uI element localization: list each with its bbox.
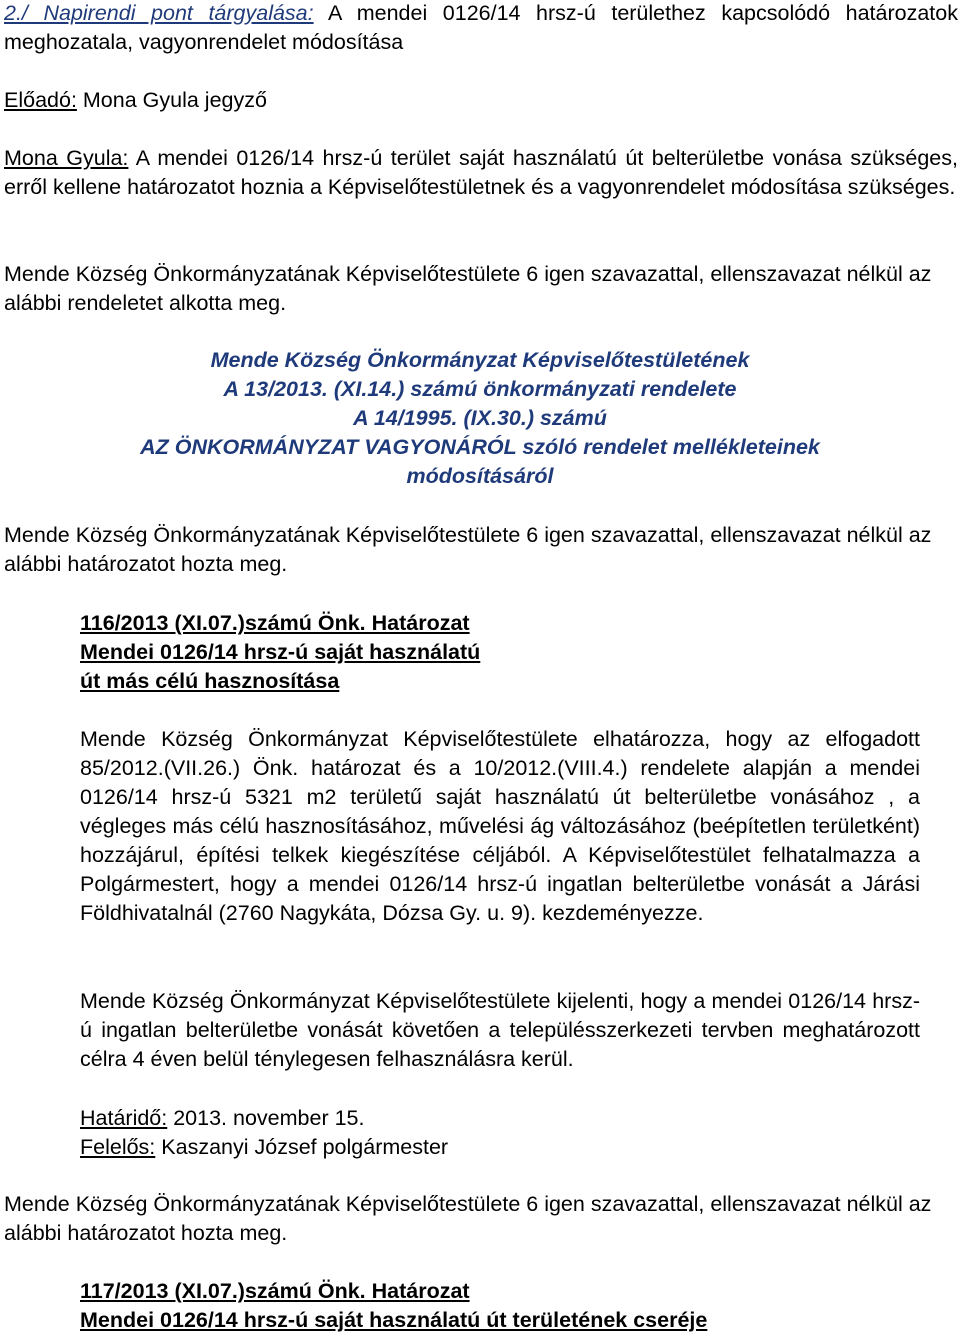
speaker-label: Mona Gyula: [4, 146, 129, 170]
agenda-text: A mendei 0126/14 hrsz-ú területhez kapcsolódó határozatok meghozatala, vagyonrendelet módosítása [4, 1, 958, 54]
ordinance-line-3: A 14/1995. (IX.30.) számú [353, 406, 607, 430]
speech-text: A mendei 0126/14 hrsz-ú terület saját használatú út belterületbe vonása szükséges, erről kellene határozatot hoznia a Képviselőtestületnek és a vagyonrendelet módosítása szükséges. [4, 146, 958, 199]
deadline-line [80, 1104, 448, 1133]
resolution-117-heading [80, 1277, 707, 1335]
ordinance-line-2: A 13/2013. (XI.14.) számú önkormányzati rendelete [223, 377, 737, 401]
deadline-block [80, 1104, 448, 1162]
vote-statement-2: Mende Község Önkormányzatának Képviselőtestülete 6 igen szavazattal, ellenszavazat nélkül az alábbi határozatot hozta meg. [4, 523, 932, 576]
vote-statement-1: Mende Község Önkormányzatának Képviselőtestülete 6 igen szavazattal, ellenszavazat nélkül az alábbi rendeletet alkotta meg. [4, 262, 932, 315]
presenter-label: Előadó: [4, 88, 77, 112]
speech-paragraph [4, 144, 958, 202]
ordinance-line-5: módosításáról [406, 464, 554, 488]
ordinance-line-1: Mende Község Önkormányzat Képviselőtestületének [210, 348, 750, 372]
presenter-line [4, 86, 267, 115]
agenda-label: 2./ Napirendi pont tárgyalása: [4, 1, 314, 25]
agenda-item [4, 0, 958, 57]
resolution-116-body-2: Mende Község Önkormányzat Képviselőtestülete kijelenti, hogy a mendei 0126/14 hrsz-ú ingatlan belterületbe vonását követően a településszerkezeti tervben meghatározott célra 4 éven belül ténylegesen felhasználásra kerül. [80, 989, 920, 1071]
resolution-116-title-2: út más célú hasznosítása [80, 669, 340, 693]
ordinance-title [0, 346, 960, 491]
presenter-text: Mona Gyula jegyző [76, 88, 267, 112]
resolution-116-heading [80, 609, 480, 696]
deadline-value: 2013. november 15. [167, 1106, 365, 1130]
responsible-value: Kaszanyi József polgármester [155, 1135, 449, 1159]
responsible-label: Felelős: [80, 1135, 156, 1159]
ordinance-line-4: AZ ÖNKORMÁNYZAT VAGYONÁRÓL szóló rendelet mellékleteinek [140, 435, 820, 459]
resolution-116-title-1: Mendei 0126/14 hrsz-ú saját használatú [80, 640, 481, 664]
responsible-line [80, 1133, 448, 1162]
resolution-116-body-1: Mende Község Önkormányzat Képviselőtestülete elhatározza, hogy az elfogadott 85/2012.(VII.26.) Önk. határozat és a 10/2012.(VIII.4.) rendelete alapján a mendei 0126/14 hrsz-ú 5321 m2 területű saját használatú út belterületbe vonásához , a végleges más célú hasznosításához, művelési ág változásához (beépítetlen területként) hozzájárul, építési telkek kiegészítése céljából. A Képviselőtestület felhatalmazza a Polgármestert, hogy a mendei 0126/14 hrsz-ú ingatlan belterületbe vonását a Járási Földhivatalnál (2760 Nagykáta, Dózsa Gy. u. 9). kezdeményezze. [80, 727, 920, 925]
resolution-117-number: 117/2013 (XI.07.)számú Önk. Határozat [80, 1279, 470, 1303]
resolution-116-number: 116/2013 (XI.07.)számú Önk. Határozat [80, 611, 470, 635]
resolution-117-title: Mendei 0126/14 hrsz-ú saját használatú út területének cseréje [80, 1308, 708, 1332]
vote-statement-3: Mende Község Önkormányzatának Képviselőtestülete 6 igen szavazattal, ellenszavazat nélkül az alábbi határozatot hozta meg. [4, 1192, 932, 1245]
deadline-label: Határidő: [80, 1106, 168, 1130]
